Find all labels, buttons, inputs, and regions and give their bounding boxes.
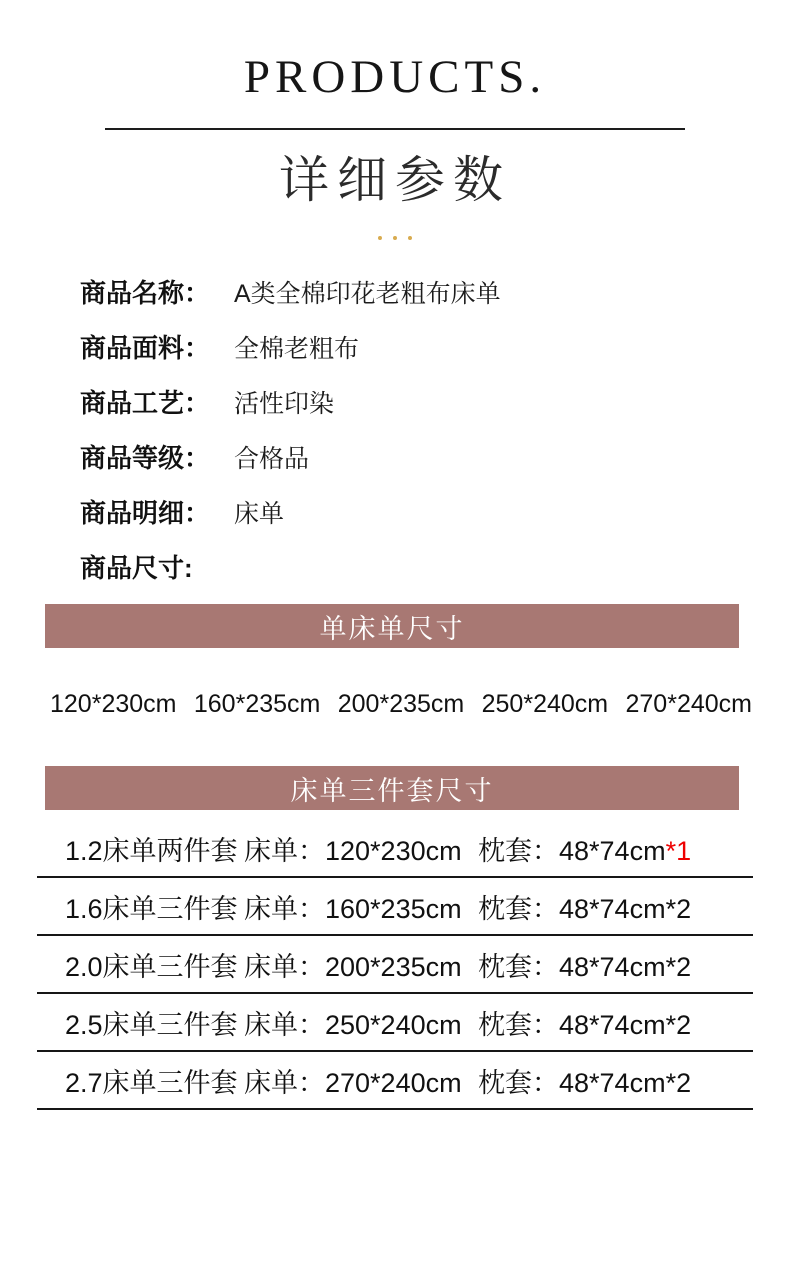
sheet-set-size-table <box>37 820 753 1110</box>
gold-dot-icon <box>408 236 412 240</box>
size-value: 200*235cm <box>337 690 465 718</box>
set-name: 2.5床单三件套 <box>65 1009 238 1040</box>
size-value: 250*240cm <box>481 690 609 718</box>
pillow-size-cell: 枕套：48*74cm*2 <box>478 951 692 982</box>
attribute-value: A类全棉印花老粗布床单 <box>234 279 501 308</box>
pillow-size-cell: 枕套：48*74cm*2 <box>478 1009 692 1040</box>
set-name: 2.0床单三件套 <box>65 951 238 982</box>
pillow-count: *2 <box>665 893 692 924</box>
attribute-label: 商品尺寸: <box>80 553 193 583</box>
banner-title: 单床单尺寸 <box>319 613 465 644</box>
pillow-count: *2 <box>665 951 692 982</box>
set-name: 1.6床单三件套 <box>65 893 238 924</box>
decorative-dots <box>0 236 790 240</box>
table-row <box>37 878 753 936</box>
header-divider-line <box>105 128 685 130</box>
single-sheet-sizes-row <box>0 690 790 719</box>
sheet-size-cell: 床单：120*230cm <box>244 835 462 866</box>
pillow-size-cell: 枕套：48*74cm*2 <box>478 1067 692 1098</box>
product-attributes-list <box>80 264 790 594</box>
size-value: 120*230cm <box>50 690 177 718</box>
pillow-count-highlight: *1 <box>665 835 692 866</box>
sheet-size-cell: 床单：270*240cm <box>244 1067 462 1098</box>
attribute-row-grade <box>80 429 790 484</box>
attribute-row-size <box>80 539 790 594</box>
gold-dot-icon <box>393 236 397 240</box>
pillow-count: *2 <box>665 1009 692 1040</box>
attribute-label: 商品明细： <box>80 498 211 528</box>
gold-dot-icon <box>378 236 382 240</box>
sheet-size-cell: 床单：160*235cm <box>244 893 462 924</box>
size-value: 270*240cm <box>625 690 752 718</box>
pillow-size-cell: 枕套：48*74cm*2 <box>478 893 692 924</box>
brand-title: PRODUCTS. <box>243 51 547 103</box>
attribute-value: 全棉老粗布 <box>234 334 360 363</box>
attribute-label: 商品名称： <box>80 278 211 308</box>
table-row <box>37 820 753 878</box>
sheet-size-cell: 床单：200*235cm <box>244 951 462 982</box>
size-value: 160*235cm <box>193 690 321 718</box>
banner-title: 床单三件套尺寸 <box>290 775 494 806</box>
table-row <box>37 994 753 1052</box>
pillow-size-cell: 枕套：48*74cm*1 <box>478 835 692 866</box>
attribute-row-detail <box>80 484 790 539</box>
attribute-row-craft <box>80 374 790 429</box>
set-name: 2.7床单三件套 <box>65 1067 238 1098</box>
section-title: 详细参数 <box>279 152 511 208</box>
attribute-value: 床单 <box>234 499 285 528</box>
set-name: 1.2床单两件套 <box>65 835 238 866</box>
attribute-label: 商品工艺： <box>80 388 211 418</box>
pillow-count: *2 <box>665 1067 692 1098</box>
sheet-size-cell: 床单：250*240cm <box>244 1009 462 1040</box>
attribute-value: 合格品 <box>234 444 310 473</box>
attribute-label: 商品等级： <box>80 443 211 473</box>
table-row <box>37 936 753 994</box>
table-row <box>37 1052 753 1110</box>
attribute-label: 商品面料： <box>80 333 211 363</box>
attribute-row-fabric <box>80 319 790 374</box>
single-sheet-size-banner <box>45 604 739 648</box>
attribute-row-name <box>80 264 790 319</box>
attribute-value: 活性印染 <box>234 389 335 418</box>
sheet-set-size-banner <box>45 766 739 810</box>
